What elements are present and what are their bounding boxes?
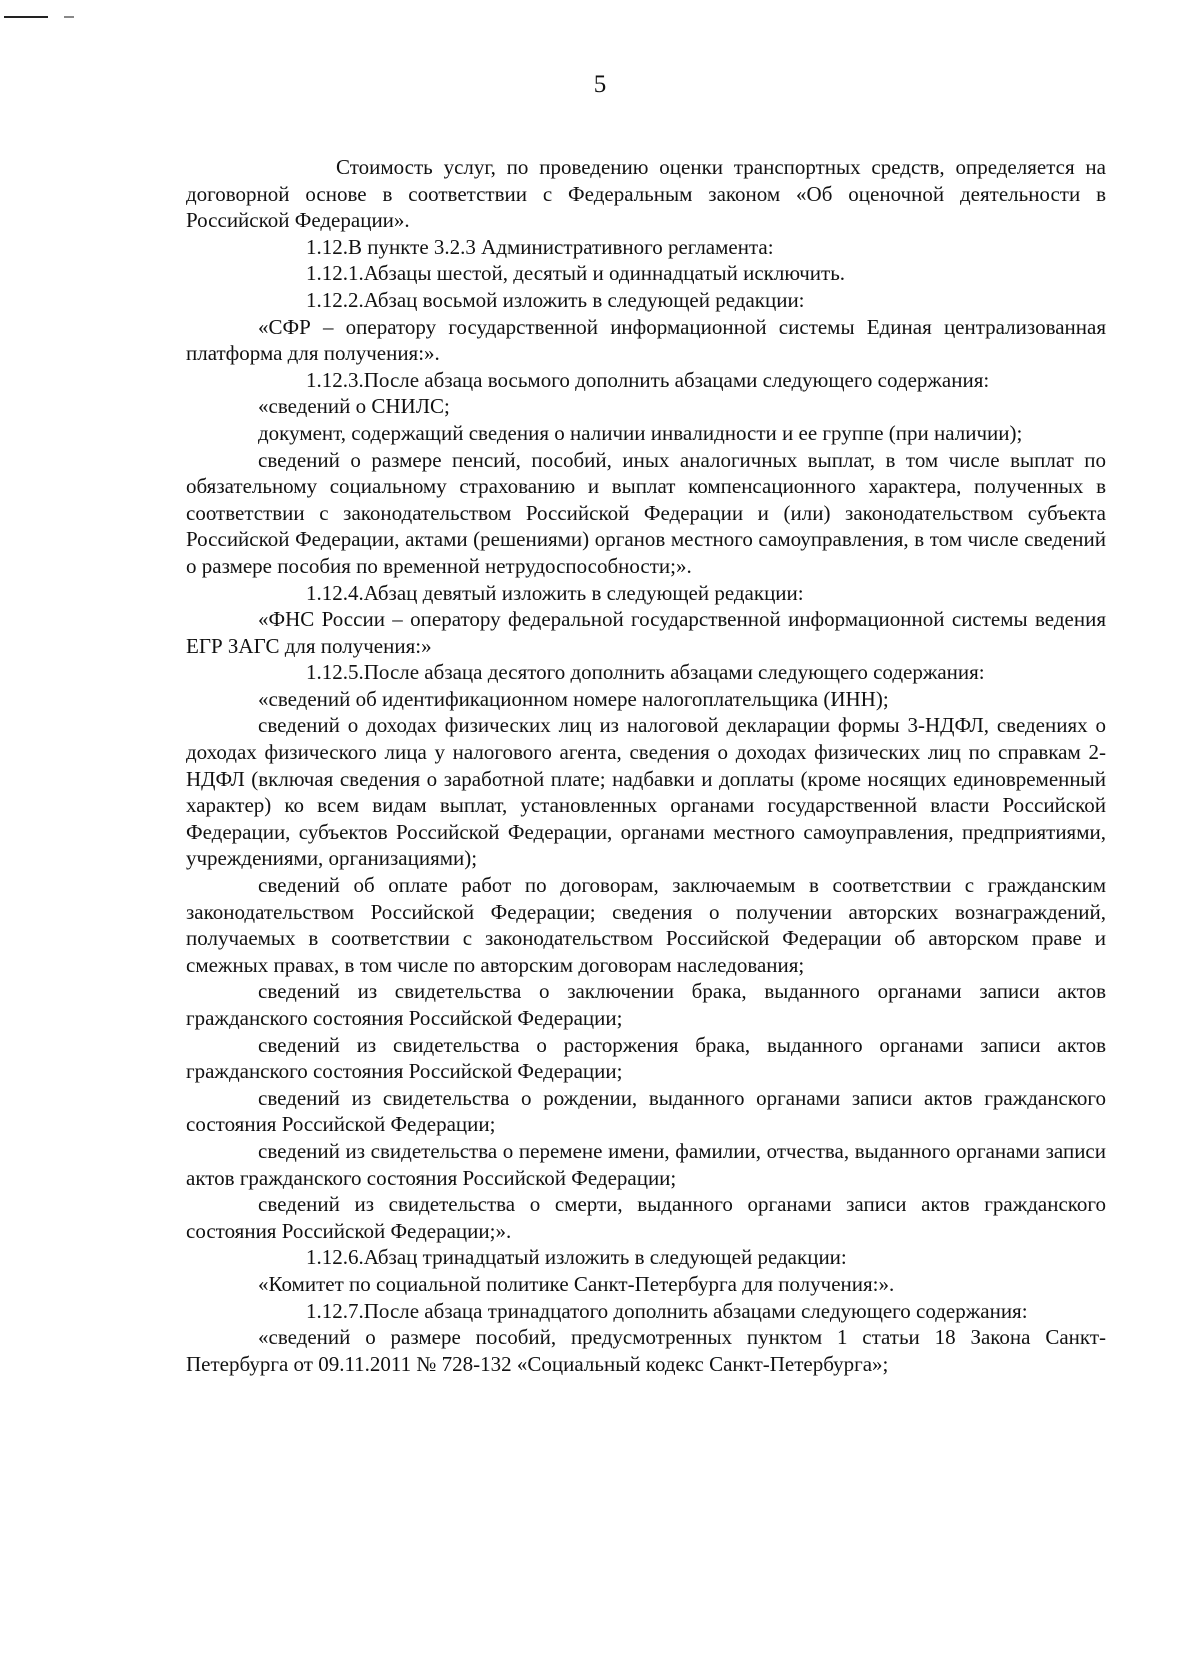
page-number: 5 bbox=[593, 71, 607, 98]
clause-number: 1.12.3. bbox=[306, 367, 364, 392]
paragraph-text: Стоимость услуг, по проведению оценки транспортных средств, определяется на договорной основе в соответствии с Федеральным законом «Об оценочной деятельности в Российской Федерации». bbox=[186, 155, 1106, 233]
paragraph-text: «ФНС России – оператору федеральной государственной информационной системы ведения ЕГР ЗАГС для получения:» bbox=[186, 607, 1106, 658]
paragraph-text: сведений о размере пенсий, пособий, иных аналогичных выплат, в том числе выплат по обязательному социальному страхованию и выплат компенсационного характера, полученных в соответствии с законодательством Российской Федерации и (или) законодательством субъекта Российской Федерации, актами (решениями) органов местного самоуправления, в том числе сведений о размере пособия по временной нетрудоспособности;». bbox=[186, 447, 1106, 578]
paragraph-text: Абзац девятый изложить в следующей редакции: bbox=[363, 580, 804, 605]
paragraph bbox=[186, 1244, 1106, 1271]
paragraph bbox=[186, 1298, 1106, 1325]
paragraph-text: сведений о доходах физических лиц из налоговой декларации формы 3-НДФЛ, сведениях о доходах физического лица у налогового агента, сведения о доходах физических лиц по справкам 2-НДФЛ (включая сведения о заработной плате; надбавки и доплаты (кроме носящих единовременный характер) ко всем видам выплат, установленных органами государственной власти Российской Федерации, субъектов Российской Федерации, органами местного самоуправления, предприятиями, учреждениями, организациями); bbox=[186, 713, 1106, 871]
paragraph bbox=[186, 1032, 1106, 1085]
paragraph-text: документ, содержащий сведения о наличии инвалидности и ее группе (при наличии); bbox=[258, 420, 1023, 445]
clause-number: 1.12.1. bbox=[306, 261, 364, 286]
paragraph bbox=[186, 234, 1106, 261]
paragraph-text: «сведений о СНИЛС; bbox=[258, 394, 450, 419]
paragraph bbox=[186, 1085, 1106, 1138]
paragraph bbox=[186, 1191, 1106, 1244]
paragraph bbox=[186, 872, 1106, 978]
paragraph bbox=[186, 393, 1106, 420]
paragraph bbox=[186, 978, 1106, 1031]
paragraph bbox=[186, 287, 1106, 314]
clause-number: 1.12. bbox=[306, 234, 348, 259]
paragraph bbox=[186, 1271, 1106, 1298]
paragraph-text: Абзац тринадцатый изложить в следующей редакции: bbox=[363, 1245, 847, 1270]
paragraph-text: После абзаца десятого дополнить абзацами следующего содержания: bbox=[363, 660, 985, 685]
paragraph-text: «Комитет по социальной политике Санкт-Петербурга для получения:». bbox=[258, 1271, 895, 1296]
clause-number: 1.12.2. bbox=[306, 287, 364, 312]
scan-artifact-line bbox=[4, 16, 48, 18]
paragraph bbox=[186, 367, 1106, 394]
paragraph bbox=[186, 260, 1106, 287]
paragraph-text: Абзац восьмой изложить в следующей редакции: bbox=[363, 287, 805, 312]
paragraph-text: сведений из свидетельства о рождении, выданного органами записи актов гражданского состояния Российской Федерации; bbox=[186, 1085, 1106, 1137]
paragraph-text: «сведений об идентификационном номере налогоплательщика (ИНН); bbox=[258, 686, 889, 711]
paragraph bbox=[186, 606, 1106, 659]
clause-number: 1.12.6. bbox=[306, 1245, 364, 1270]
paragraph bbox=[186, 420, 1106, 447]
paragraph-text: сведений из свидетельства о смерти, выданного органами записи актов гражданского состояния Российской Федерации;». bbox=[186, 1192, 1106, 1243]
paragraph-text: «сведений о размере пособий, предусмотренных пунктом 1 статьи 18 Закона Санкт-Петербурга от 09.11.2011 № 728-132 «Социальный кодекс Санкт-Петербурга»; bbox=[186, 1325, 1106, 1376]
document-body bbox=[186, 154, 1106, 1377]
paragraph-text: сведений об оплате работ по договорам, заключаемым в соответствии с гражданским законодательством Российской Федерации; сведения о получении авторских вознаграждений, получаемых в соответствии с законодательством Российской Федерации об авторском праве и смежных правах, в том числе по авторским договорам наследования; bbox=[186, 873, 1106, 977]
scan-artifact-dash bbox=[64, 16, 74, 18]
paragraph-text: «СФР – оператору государственной информационной системы Единая централизованная платформа для получения:». bbox=[186, 314, 1106, 366]
paragraph-text: После абзаца восьмого дополнить абзацами следующего содержания: bbox=[363, 367, 990, 392]
paragraph bbox=[186, 659, 1106, 686]
paragraph-text: сведений из свидетельства о перемене имени, фамилии, отчества, выданного органами записи актов гражданского состояния Российской Федерации; bbox=[186, 1138, 1106, 1190]
paragraph bbox=[186, 712, 1106, 872]
paragraph bbox=[186, 686, 1106, 713]
clause-number: 1.12.7. bbox=[306, 1298, 364, 1323]
paragraph bbox=[186, 580, 1106, 607]
paragraph-text: После абзаца тринадцатого дополнить абзацами следующего содержания: bbox=[363, 1298, 1028, 1323]
clause-number: 1.12.5. bbox=[306, 660, 364, 685]
paragraph-text: сведений из свидетельства о заключении брака, выданного органами записи актов гражданского состояния Российской Федерации; bbox=[186, 979, 1106, 1030]
paragraph-text: сведений из свидетельства о расторжения брака, выданного органами записи актов гражданского состояния Российской Федерации; bbox=[186, 1032, 1106, 1084]
paragraph-text: В пункте 3.2.3 Административного регламента: bbox=[348, 234, 774, 259]
paragraph bbox=[186, 447, 1106, 580]
paragraph bbox=[186, 1324, 1106, 1377]
paragraph bbox=[186, 1138, 1106, 1191]
clause-number: 1.12.4. bbox=[306, 580, 364, 605]
paragraph bbox=[186, 314, 1106, 367]
paragraph-text: Абзацы шестой, десятый и одиннадцатый исключить. bbox=[363, 261, 846, 286]
paragraph bbox=[186, 154, 1106, 234]
